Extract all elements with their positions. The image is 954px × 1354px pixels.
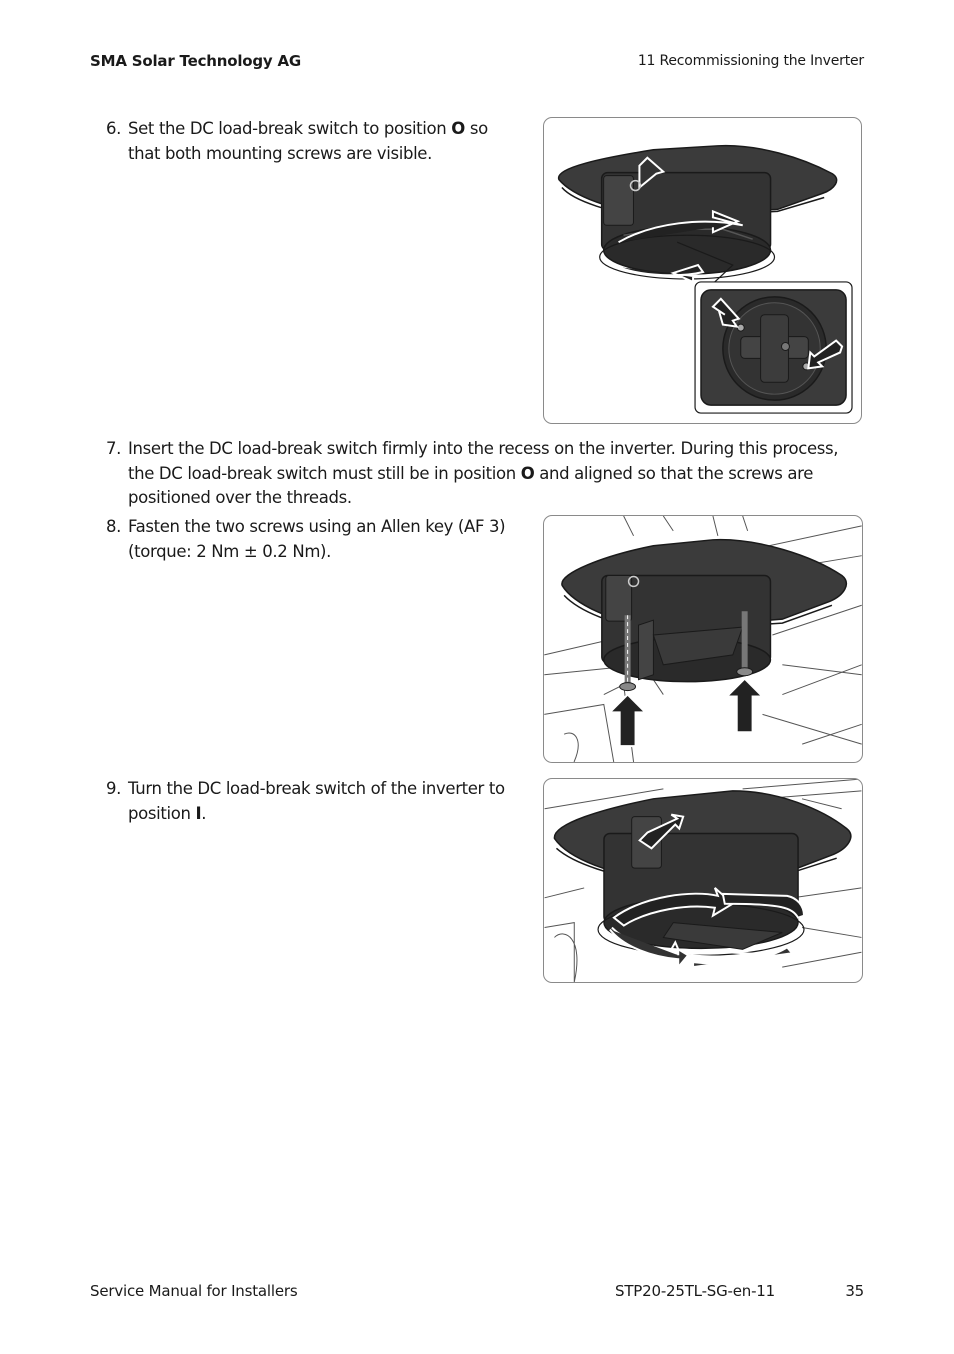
figure-switch-turned-on — [543, 778, 863, 983]
step-number: 9. — [106, 779, 122, 798]
position-label: I — [195, 803, 202, 823]
step-text: Fasten the two screws using an Allen key (AF 3) (torque: 2 Nm ± 0.2 Nm). — [128, 517, 506, 561]
switch-illustration — [544, 118, 861, 423]
step-text: Set the DC load-break switch to position O so that both mounting screws are visible. — [128, 119, 488, 163]
step-9 — [106, 777, 506, 826]
step-7 — [106, 437, 866, 511]
step-6 — [106, 117, 501, 166]
header-company: SMA Solar Technology AG — [90, 52, 302, 70]
step-number: 6. — [106, 119, 122, 138]
figure-switch-removed — [543, 117, 862, 424]
footer-doc-code: STP20-25TL-SG-en-11 — [615, 1282, 775, 1300]
footer-doc-title: Service Manual for Installers — [90, 1282, 298, 1300]
step-text: Insert the DC load-break switch firmly into the recess on the inverter. During this process, the DC load-break switch must still be in position O and aligned so that the screws are positioned over the threads. — [128, 439, 839, 507]
step-number: 7. — [106, 439, 122, 458]
step-text: Turn the DC load-break switch of the inverter to position I. — [128, 779, 505, 823]
figure-switch-fastened — [543, 515, 863, 763]
step-number: 8. — [106, 517, 122, 536]
step-8 — [106, 515, 511, 564]
position-label: O — [451, 119, 465, 138]
footer-page-number: 35 — [845, 1282, 864, 1300]
switch-illustration — [544, 516, 862, 762]
switch-illustration — [544, 779, 862, 982]
header-chapter: 11 Recommissioning the Inverter — [637, 53, 864, 69]
position-label: O — [520, 463, 535, 483]
